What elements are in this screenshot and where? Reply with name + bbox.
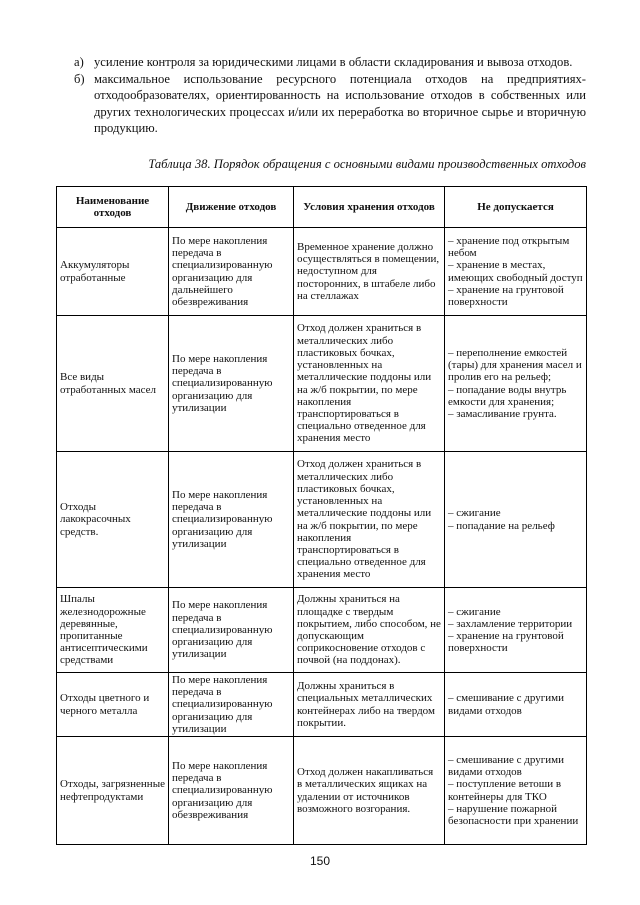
prohibited-item: – попадание воды внутрь емкости для хранения; [448, 383, 567, 408]
list-item-text: усиление контроля за юридическими лицами в области складирования и вывоза отходов. [94, 55, 573, 69]
cell-movement: По мере накопления передача в специализированную организацию для дальнейшего обезвреживания [169, 228, 294, 316]
cell-waste-name: Все виды отработанных масел [57, 316, 169, 452]
intro-list [74, 54, 586, 137]
cell-prohibited [445, 316, 587, 452]
table-row [57, 673, 587, 737]
list-marker: а) [74, 55, 84, 69]
header-prohibited: Не допускается [445, 187, 587, 228]
cell-storage: Должны храниться в специальных металлических контейнерах либо на твердом покрытии. [294, 673, 445, 737]
page-number: 150 [309, 854, 331, 868]
cell-waste-name: Аккумуляторы отработанные [57, 228, 169, 316]
prohibited-item: – хранение под открытым небом [448, 234, 570, 260]
table-row [57, 588, 587, 673]
cell-movement: По мере накопления передача в специализированную организацию для утилизации [169, 452, 294, 588]
cell-waste-name: Отходы лакокрасочных средств. [57, 452, 169, 588]
prohibited-item: – хранение на грунтовой поверхности [448, 630, 564, 655]
table-row [57, 316, 587, 452]
prohibited-item: – попадание на рельеф [448, 519, 555, 532]
cell-waste-name: Шпалы железнодорожные деревянные, пропитанные антисептическими средствами [57, 588, 169, 673]
cell-prohibited [445, 228, 587, 316]
list-marker: б) [74, 71, 85, 86]
prohibited-item: – смешивание с другими видами отходов [448, 692, 564, 717]
prohibited-item: – нарушение пожарной безопасности при хранении [448, 802, 579, 827]
cell-storage: Отход должен храниться в металлических либо пластиковых бочках, установленных на металлические поддоны или на ж/б покрытии, по мере накопления транспортироваться в специально отведенное для хранения место [294, 452, 445, 588]
prohibited-item: – сжигание [448, 605, 501, 618]
cell-storage: Отход должен накапливаться в металлических ящиках на удалении от источников возможного возгорания. [294, 737, 445, 845]
prohibited-item: – поступление ветоши в контейнеры для ТКО [448, 778, 562, 803]
prohibited-item: – смешивание с другими видами отходов [448, 753, 564, 779]
waste-handling-table [56, 186, 587, 845]
header-storage: Условия хранения отходов [294, 187, 445, 228]
cell-movement: По мере накопления передача в специализированную организацию для утилизации [169, 316, 294, 452]
table-row [57, 228, 587, 316]
table-row [57, 452, 587, 588]
cell-storage: Временное хранение должно осуществляться в помещении, недоступном для посторонних, в штабеле либо на стеллажах [294, 228, 445, 316]
cell-movement: По мере накопления передача в специализированную организацию для утилизации [169, 588, 294, 673]
cell-prohibited [445, 588, 587, 673]
prohibited-item: – переполнение емкостей (тары) для хранения масел и пролив его на рельеф; [448, 346, 582, 384]
list-item [74, 71, 586, 137]
prohibited-item: – захламление территории [448, 617, 573, 630]
cell-prohibited [445, 737, 587, 845]
cell-waste-name: Отходы, загрязненные нефтепродуктами [57, 737, 169, 845]
table-row [57, 737, 587, 845]
cell-storage: Отход должен храниться в металлических либо пластиковых бочках, установленных на металлические поддоны или на ж/б покрытии, по мере накопления транспортироваться в специально отведенное для хранения место [294, 316, 445, 452]
prohibited-item: – хранение в местах, имеющих свободный доступ [448, 259, 583, 284]
list-item [74, 54, 586, 71]
prohibited-item: – замасливание грунта. [448, 407, 557, 420]
cell-prohibited [445, 673, 587, 737]
cell-storage: Должны храниться на площадке с твердым покрытием, либо способом, не допускающим соприкосновение отходов с почвой (на поддонах). [294, 588, 445, 673]
cell-movement: По мере накопления передача в специализированную организацию для обезвреживания [169, 737, 294, 845]
cell-prohibited [445, 452, 587, 588]
header-waste-name: Наименование отходов [57, 187, 169, 228]
prohibited-item: – хранение на грунтовой поверхности [448, 283, 564, 308]
list-item-text: максимальное использование ресурсного потенциала отходов на предприятиях-отходообразователях, ориентированность на использование отходов в собственных или других технологических процессах и/или их переработка во вторичное сырье и вторичную продукцию. [94, 71, 586, 136]
prohibited-item: – сжигание [448, 507, 501, 520]
cell-waste-name: Отходы цветного и черного металла [57, 673, 169, 737]
header-movement: Движение отходов [169, 187, 294, 228]
table-caption: Таблица 38. Порядок обращения с основными видами производственных отходов [148, 157, 586, 171]
cell-movement: По мере накопления передача в специализированную организацию для утилизации [169, 673, 294, 737]
table-header-row [57, 187, 587, 228]
